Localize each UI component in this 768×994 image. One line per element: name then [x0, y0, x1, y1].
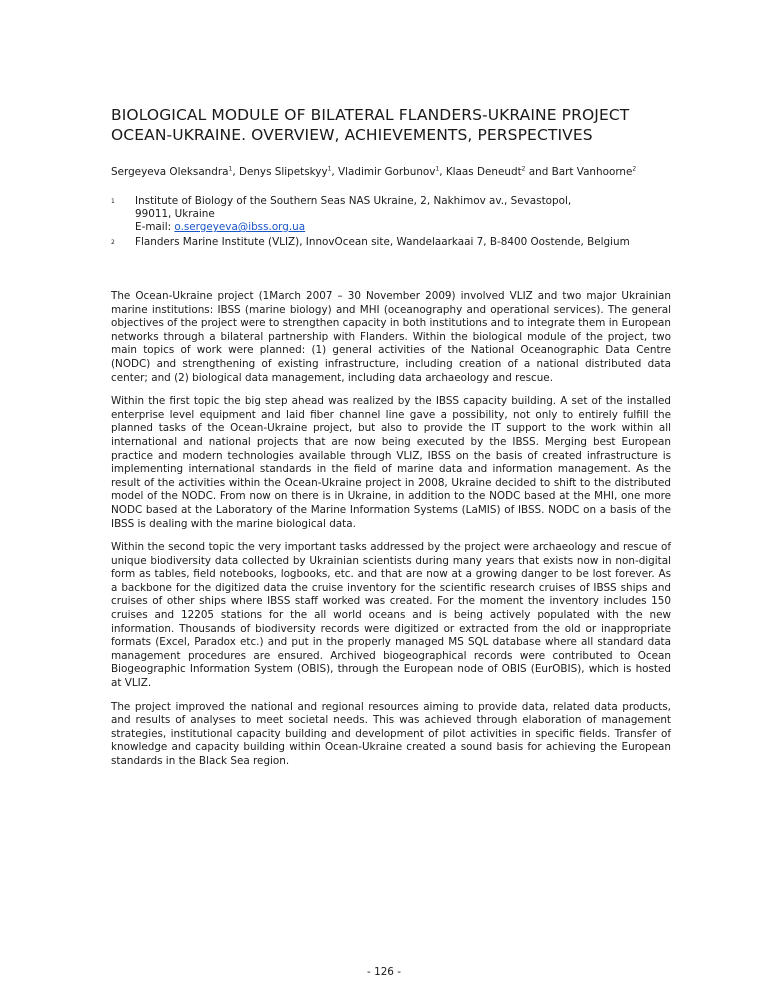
paragraph: Within the first topic the big step ahead was realized by the IBSS capacity building. A set of the installed enterprise level equipment and laid fiber channel line gave a possibility, not only to entirely fulfill the planned tasks of the Ocean-Ukraine project, but also to provide the IT support to the work within all international and national projects that are now being executed by the IBSS. Merging best European practice and modern technologies available through VLIZ, IBSS on the basis of created infrastructure is implementing international standards in the field of marine data and information management. As the result of the activities within the Ocean-Ukraine project in 2008, Ukraine decided to shift to the distributed model of the NODC. From now on there is in Ukraine, in addition to the NODC based at the MHI, one more NODC based at the Laboratory of the Marine Information Systems (LaMIS) of IBSS. NODC on a basis of the IBSS is dealing with the marine biological data.	[111, 395, 671, 530]
paper-title: BIOLOGICAL MODULE OF BILATERAL FLANDERS-UKRAINE PROJECT OCEAN-UKRAINE. OVERVIEW, ACHIEVEMENTS, PERSPECTIVES	[111, 106, 630, 144]
affiliation-line: Institute of Biology of the Southern Seas NAS Ukraine, 2, Nakhimov av., Sevastopol,	[135, 195, 572, 207]
author: Sergeyeva Oleksandra$^1$,	[111, 165, 239, 178]
paragraph: The Ocean-Ukraine project (1March 2007 – 30 November 2009) involved VLIZ and two major Ukrainian marine institutions: IBSS (marine biology) and MHI (oceanography and operational services). The general objectives of the project were to strengthen capacity in both institutions and to integrate them in European networks through a bilateral partnership with Flanders. Within the biological module of the project, two main topics of work were planned: (1) general activities of the National Oceanographic Data Centre (NODC) and strengthening of existing infrastructure, including creation of a national distributed data center; and (2) biological data management, including data archaeology and rescue.	[111, 290, 671, 384]
author: Klaas Deneudt$^2$ and	[445, 165, 552, 178]
affiliation-line: Flanders Marine Institute (VLIZ), InnovOcean site, Wandelaarkaai 7, B-8400 Oostende, Belgium	[135, 236, 630, 248]
paragraph: The project improved the national and regional resources aiming to provide data, related data products, and results of analyses to meet societal needs. This was achieved through elaboration of management strategies, institutional capacity building and development of pilot activities in specific fields. Transfer of knowledge and capacity building within Ocean-Ukraine created a sound basis for achieving the European standards in the Black Sea region.	[111, 700, 671, 767]
author: Vladimir Gorbunov$^1$,	[338, 165, 446, 178]
page-number: - 126 -	[367, 966, 401, 978]
email-link[interactable]: o.sergeyeva@ibss.org.ua	[174, 221, 306, 233]
affiliation-number: 1	[111, 198, 115, 205]
paragraph: Within the second topic the very important tasks addressed by the project were archaeology and rescue of unique biodiversity data collected by Ukrainian scientists during many years that exists now in non-digital form as tables, field notebooks, logbooks, etc. and that are now at a growing danger to be lost forever. As a backbone for the digitized data the cruise inventory for the scientific research cruises of IBSS ships and cruises of other ships where IBSS staff worked was created. For the moment the inventory includes 150 cruises and 12205 stations for the all world oceans and is being actively populated with the new information. Thousands of biodiversity records were digitized or extracted from the old or inappropriate formats (Excel, Paradox etc.) and put in the properly managed MS SQL database where all standard data management procedures are ensured. Archived biogeographical records were contributed to Ocean Biogeographic Information System (OBIS), through the European node of OBIS (EurOBIS), which is hosted at VLIZ.	[111, 541, 671, 690]
affiliation-number: 2	[111, 239, 115, 246]
abstract-body	[111, 290, 671, 779]
author: Denys Slipetskyy$^1$,	[238, 165, 339, 178]
author: Bart Vanhoorne$^2$	[551, 165, 637, 178]
affiliation-line: 99011, Ukraine	[135, 208, 215, 220]
author-list	[111, 165, 671, 179]
affiliation-email-line: E-mail: o.sergeyeva@ibss.org.ua	[135, 221, 306, 233]
